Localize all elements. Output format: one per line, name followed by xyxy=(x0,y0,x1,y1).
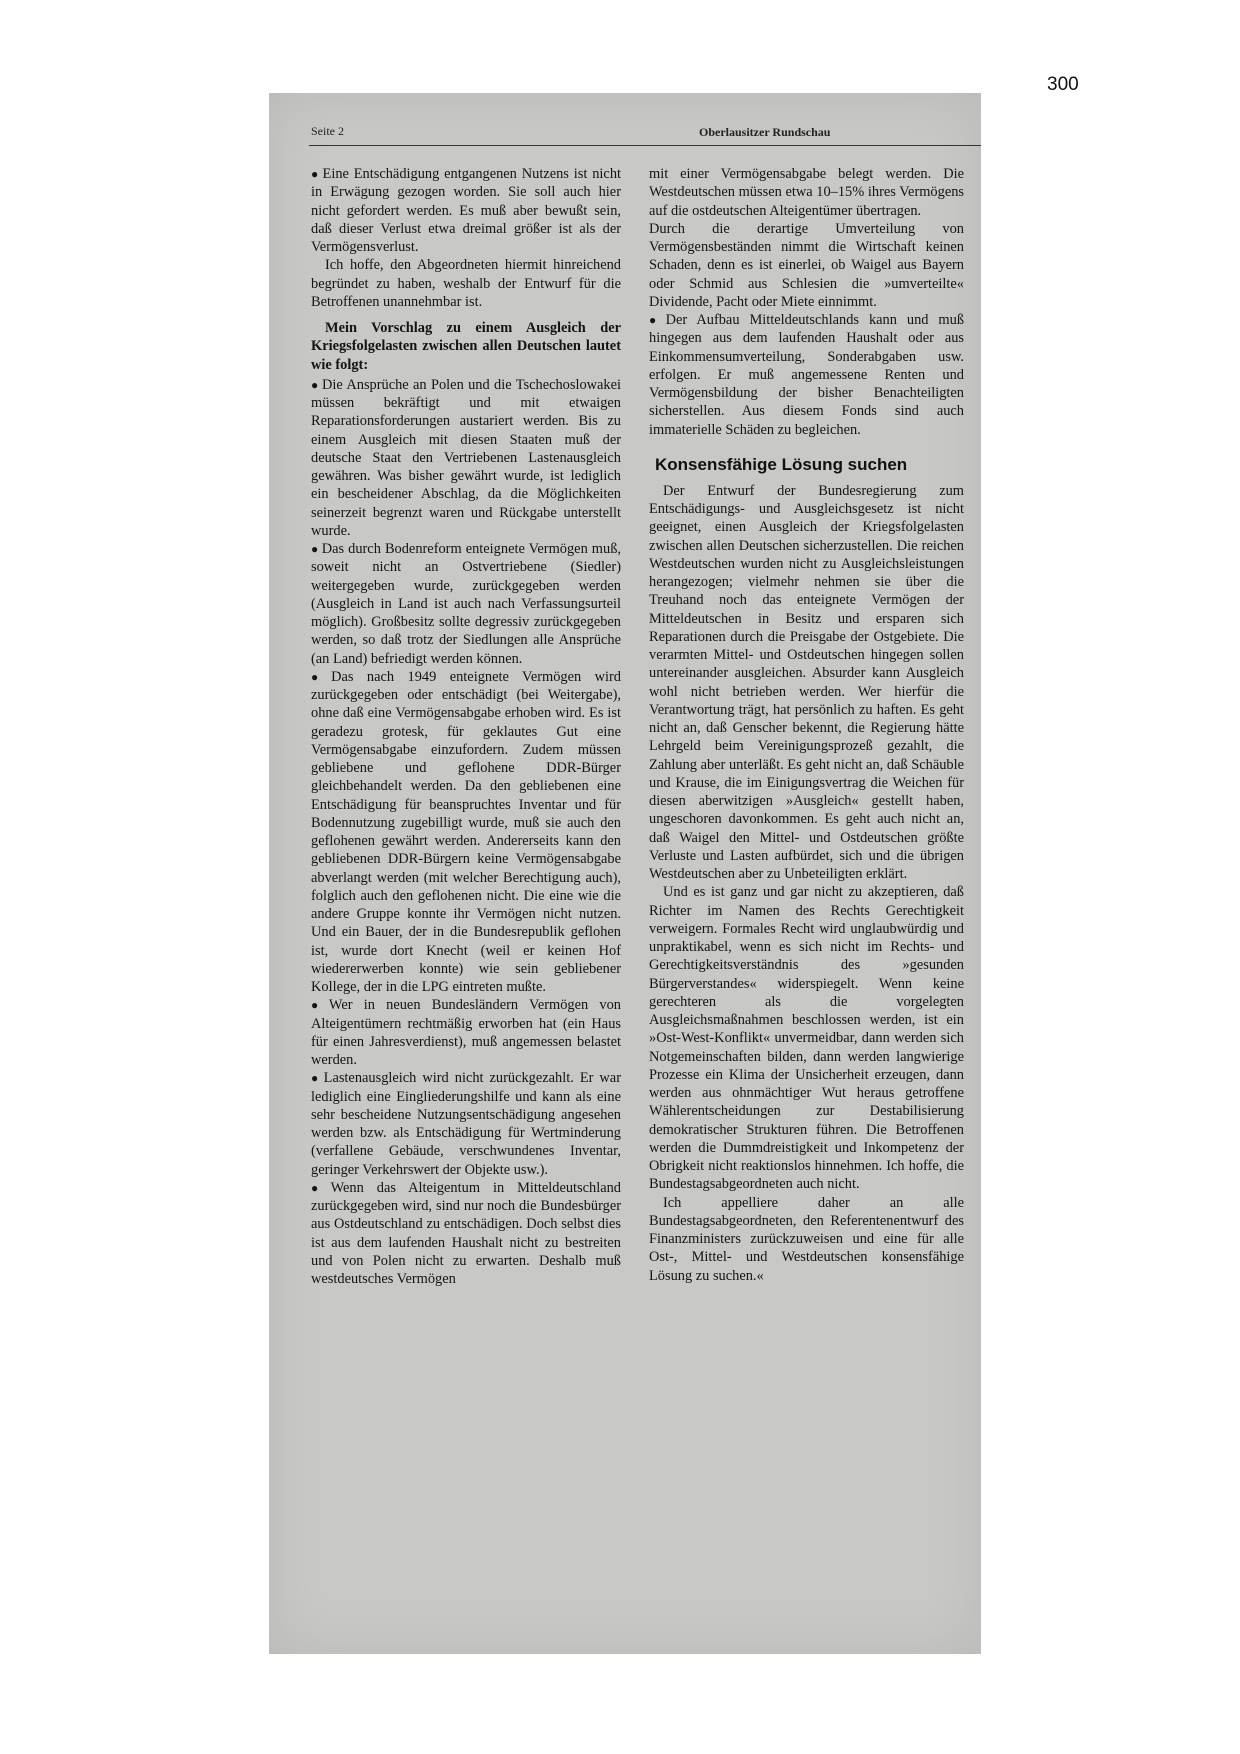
bullet-icon: ● xyxy=(311,669,329,684)
bold-lead-paragraph: Mein Vorschlag zu einem Ausgleich der Kriegsfolgelasten zwischen allen Deutschen lautet wie folgt: xyxy=(311,320,621,373)
paragraph: ● Eine Entschädigung entgangenen Nutzens ist nicht in Erwägung gezogen worden. Sie soll auch hier nicht gefordert werden. Es muß aber bewußt sein, daß dieser Verlust etwa dreimal größer ist als der Vermögensverlust. xyxy=(311,166,622,255)
clipping-page-label: Seite 2 xyxy=(311,124,344,138)
paragraph: ● Wer in neuen Bundesländern Vermögen von Alteigentümern rechtmäßig erworben hat (ein Haus für einen Jahresverdienst), muß angemessen belastet werden. xyxy=(311,997,621,1068)
paragraph: Der Entwurf der Bundesregierung zum Entschädigungs- und Ausgleichsgesetz ist nicht geeignet, einen Ausgleich der Kriegsfolgelasten zwischen allen Deutschen sicherzustellen. Die reichen Westdeutschen wurden nicht zu Ausgleichsleistungen herangezogen; vielmehr nehmen sie über die Treuhand noch das enteignete Vermögen der Mitteldeutschen in Besitz und ersparen sich Reparationen durch die Preisgabe der Ostgebiete. Die verarmten Mittel- und Ostdeutschen hingegen sollen untereinander ausgleichen. Absurder kann Ausgleich wohl nicht betrieben werden. Wer hierfür die Verantwortung trägt, hat persönlich zu haften. Es geht nicht an, daß Genscher bekennt, die Regierung hätte Lehrgeld beim Vereinigungsprozeß gezahlt, die Zahlung aber unterläßt. Es geht nicht an, daß Schäuble und Krause, die im Einigungsvertrag die Weichen für diesen aberwitzigen »Ausgleich« gestellt haben, ungeschoren davonkommen. Es geht auch nicht an, daß Waigel den Mittel- und Ostdeutschen größte Verluste und Lasten aufbürdet, sich und die übrigen Westdeutschen aber zu Unbeteiligten erklärt. xyxy=(649,482,964,882)
bullet-icon: ● xyxy=(311,167,320,181)
paragraph: Ich hoffe, den Abgeordneten hiermit hinreichend begründet zu haben, weshalb der Entwurf für die Betroffenen unannehmbar ist. xyxy=(311,257,621,310)
newspaper-clipping xyxy=(269,93,981,1654)
bullet-icon: ● xyxy=(649,313,663,327)
paragraph: mit einer Vermögensabgabe belegt werden. Die Westdeutschen müssen etwa 10–15% ihres Vermögens auf die ostdeutschen Alteigentümer übertragen. xyxy=(649,166,964,219)
paragraph: Und es ist ganz und gar nicht zu akzeptieren, daß Richter im Namen des Rechts Gerechtigkeit verweigern. Formales Recht wird unglaubwürdig und unpraktikabel, wenn es sich nicht im Rechts- und Gerechtigkeitsverständnis des »gesunden Bürgerverstandes« widerspiegelt. Wenn keine gerechteren als die vorgelegten Ausgleichsmaßnahmen beschlossen werden, ist ein »Ost-West-Konflikt« unvermeidbar, dann werden sich Notgemeinschaften bilden, dann werden langwierige Prozesse ein Klima der Unsicherheit erzeugen, dann werden aus ohnmächtiger Wut heraus getroffene Wählerentscheidungen zur Destabilisierung demokratischer Strukturen führen. Die Betroffenen werden die Dummdreistigkeit und Inkompetenz der Obrigkeit nicht reaktionslos hinnehmen. Ich hoffe, die Bundestagsabgeordneten auch nicht. xyxy=(649,884,964,1193)
paragraph: ● Der Aufbau Mitteldeutschlands kann und muß hingegen aus dem laufenden Haushalt oder aus Einkommensumverteilung, Sonderabgaben usw. erfolgen. Er muß angemessene Renten und Vermögensbildung der bisher Benachteiligten sicherstellen. Aus diesem Fonds sind auch immaterielle Schäden zu begleichen. xyxy=(649,312,965,438)
bullet-icon: ● xyxy=(311,998,326,1013)
paragraph: ● Lastenausgleich wird nicht zurückgezahlt. Er war lediglich eine Eingliederungshilfe und kann als eine sehr bescheidene Nutzungsentschädigung angesehen werden bzw. als Entschädigung für Wertminderung (verfallene Gebäude, verschwundenes Inventar, geringer Verkehrswert der Objekte usw.). xyxy=(311,1070,621,1178)
bullet-icon: ● xyxy=(311,542,319,556)
page-number: 300 xyxy=(1047,74,1079,95)
paragraph: Ich appelliere daher an alle Bundestagsabgeordneten, den Referentenentwurf des Finanzministers zurückzuweisen und eine für alle Ost-, Mittel- und Westdeutschen konsensfähige Lösung zu suchen.« xyxy=(649,1194,964,1284)
clipping-header xyxy=(269,93,981,149)
section-subheading: Konsensfähige Lösung suchen xyxy=(655,454,908,474)
paragraph: ● Die Ansprüche an Polen und die Tschechoslowakei müssen bekräftigt und mit etwaigen Reparationsforderungen austariert werden. Bis zu einem Ausgleich mit diesen Staaten muß der deutsche Staat den Vertriebenen Lastenausgleich gewähren. Was bisher gewährt wurde, ist lediglich ein bescheidener Abschlag, da die Möglichkeiten seinerzeit begrenzt waren und Rückgabe unterstellt wurde. xyxy=(311,376,622,539)
right-column xyxy=(649,165,964,1285)
header-rule xyxy=(309,145,981,146)
bullet-icon: ● xyxy=(311,1180,328,1195)
paragraph: ● Das nach 1949 enteignete Vermögen wird zurückgegeben oder entschädigt (bei Weitergabe), ohne daß eine Vermögensabgabe erhoben wird. Es ist geradezu grotesk, für geklautes Gut eine Vermögensabgabe einzufordern. Zudem müssen gebliebene und geflohene DDR-Bürger gleichbehandelt werden. Da den gebliebenen eine Entschädigung für beanspruchtes Inventar und für Bodennutzung zugebilligt wurde, muß sie auch den geflohenen gewährt werden. Andererseits kann den gebliebenen DDR-Bürgern keine Vermögensabgabe abverlangt werden (mit welcher Berechtigung auch), folglich auch den geflohenen nicht. Die eine wie die andere Gruppe konnte ihr Vermögen nicht nutzen. Und ein Bauer, der in die Bundesrepublik geflohen ist, wurde dort Knecht (weil er keinen Hof wiedererwerben konnte) wie sein gebliebener Kollege, der in die LPG eintreten mußte. xyxy=(311,668,621,995)
paragraph: Durch die derartige Umverteilung von Vermögensbeständen nimmt die Wirtschaft keinen Schaden, denn es ist einerlei, ob Waigel aus Bayern oder Schmid aus Schlesien die »umverteilte« Dividende, Pacht oder Miete einnimmt. xyxy=(649,220,964,310)
bullet-icon: ● xyxy=(311,1071,321,1086)
bullet-icon: ● xyxy=(311,377,320,392)
left-column xyxy=(311,165,621,1288)
newspaper-title: Oberlausitzer Rundschau xyxy=(699,125,831,139)
paragraph: ● Das durch Bodenreform enteignete Vermögen muß, soweit nicht an Ostvertriebene (Siedler) weitergegeben wurde, zurückgegeben werden (Ausgleich in Land ist auch nach Verfassungsurteil möglich). Großbesitz sollte degressiv zurückgegeben werden, so daß trotz der Siedlungen alle Ansprüche (an Land) befriedigt werden können. xyxy=(311,541,621,667)
paragraph: ● Wenn das Alteigentum in Mitteldeutschland zurückgegeben wird, sind nur noch die Bundesbürger aus Ostdeutschland zu entschädigen. Doch selbst dies ist aus dem laufenden Haushalt nicht zu bestreiten und von Polen nicht zu erwarten. Deshalb muß westdeutsches Vermögen xyxy=(311,1179,621,1287)
